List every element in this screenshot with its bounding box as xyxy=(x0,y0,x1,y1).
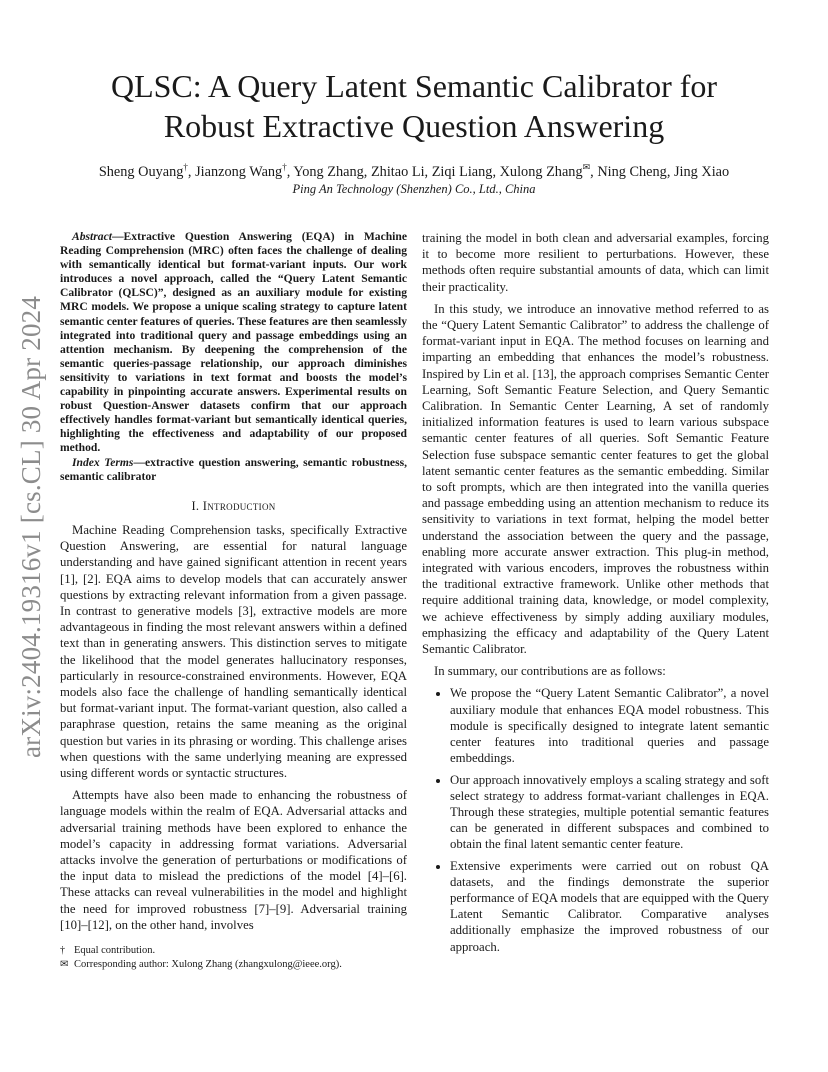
author: Zhitao Li, xyxy=(370,164,432,180)
abstract-text: —Extractive Question Answering (EQA) in Machine Reading Comprehension (MRC) often faces the challenge of dealing with semantically identical but format-variant inputs. Our work introduces a novel approach, called the “Query Latent Semantic Calibrator (QLSC)”, designed as an auxiliary module for existing MRC models. We propose a unique scaling strategy to capture latent semantic center features of queries. These features are then seamlessly integrated into traditional query and passage embeddings using an attention mechanism. By deepening the comprehension of the semantic queries-passage relationship, our approach diminishes sensitivity to variations in text format and boosts the model’s capability in pinpointing accurate answers. Experimental results on robust Question-Answer datasets confirm that our approach effectively handles format-variant but semantically identical queries, highlighting the effectiveness and adaptability of our proposed method. xyxy=(60,230,407,455)
section-heading-introduction: I. Introduction xyxy=(191,498,276,513)
paragraph: In this study, we introduce an innovative method referred to as the “Query Latent Semantic Calibrator” to address the challenge of format-variant input in EQA. The method focuses on learning and imparting an embedding that enhances the model’s robustness. Inspired by Lin et al. [13], the approach comprises Semantic Center Learning, Soft Semantic Feature Selection, and Query Semantic Calibration. In Semantic Center Learning, A set of randomly initialized information features is used to learn various subspace semantic center features of all queries. Soft Semantic Feature Selection fuse subspace semantic center features to get the global latent semantic center features as the semantic embedding. Similar to soft prompts, which are then integrated into the vanilla queries and passage embedding using an attention mechanism to reduce its sensitivity to variations in text format, helping the model better understand the association between the query and the passage, enabling more accurate answer extraction. This plug-in method, integrated with various encoders, improves the robustness within the traditional extractive framework. Unlike other methods that require additional training data, knowledge, or model complexity, we achieve effectiveness by simply adding auxiliary modules, emphasizing the efficacy and adaptability of the Query Latent Semantic Calibrator. xyxy=(422,301,769,657)
footnote: † Equal contribution. xyxy=(60,945,156,956)
author: Sheng Ouyang†, xyxy=(98,162,196,180)
paragraph: Machine Reading Comprehension tasks, specifically Extractive Question Answering, are essential for natural language understanding and have gained significant attention in recent years [1], [2]. EQA aims to develop models that can accurately answer questions by extracting relevant information from a given passage. In contrast to generative models [3], extractive models are more advantageous in finding the most relevant answers within a defined text than in generating answers. This distinction serves to mitigate the likelihood that the model generates hallucinatory responses, particularly in resource-constrained environments. However, EQA models also face the challenge of handling semantically identical but format-variant input. The format-variant question, also called a paraphrase question, retains the same meaning as the original question but varies in its phrasing or wording. This challenge arises when questions with the same underlying meaning are expressed using different words or syntactic structures. xyxy=(60,522,407,780)
arxiv-watermark-text: arXiv:2404.19316v1 [cs.CL] 30 Apr 2024 xyxy=(16,295,46,758)
footnotes xyxy=(60,944,407,972)
author: Yong Zhang, xyxy=(293,164,371,180)
author: Ning Cheng, xyxy=(597,164,674,180)
left-column xyxy=(60,230,407,939)
paragraph: In summary, our contributions are as follows: xyxy=(434,664,666,679)
right-column xyxy=(422,230,769,960)
list-item: • Extensive experiments were carried out on robust QA datasets, and the findings demonstrate the superior performance of EQA models that are equipped with the Query Latent Semantic Calibrator. Comparative analyses additionally emphasize the improved robustness of our approach. xyxy=(450,858,769,955)
paragraph: Attempts have also been made to enhancing the robustness of language models within the realm of EQA. Adversarial attacks and adversarial training methods have been explored to enhance the model’s capacity in addressing format variations. Adversarial attacks involve the generation of perturbations or modifications of the input data to mislead the predictions of the model [4]–[6]. These attacks can reveal vulnerabilities in the model and highlight the need for improved robustness [7]–[9]. Adversarial training [10]–[12], on the other hand, involves xyxy=(60,788,407,932)
index-terms xyxy=(60,456,407,484)
paragraph: training the model in both clean and adversarial examples, forcing it to become more resilient to perturbations. However, these methods often require substantial amounts of data, which can limit their practicality. xyxy=(422,231,769,294)
title-line-1: QLSC: A Query Latent Semantic Calibrator for xyxy=(110,68,718,104)
affiliation: Ping An Technology (Shenzhen) Co., Ltd., China xyxy=(292,182,536,196)
footnote: ✉ Corresponding author: Xulong Zhang (zhangxulong@ieee.org). xyxy=(60,959,342,970)
title-line-2: Robust Extractive Question Answering xyxy=(163,108,665,144)
index-terms-lead: Index Terms xyxy=(72,455,134,469)
index-terms-text: —extractive question answering, semantic robustness, semantic calibrator xyxy=(60,455,408,483)
author: Jing Xiao xyxy=(673,164,730,180)
author: Ziqi Liang, xyxy=(431,164,500,180)
author-list xyxy=(40,163,788,181)
list-item: • Our approach innovatively employs a scaling strategy and soft select strategy to address format-variant challenges in EQA. Through these strategies, multiple potential semantic features can be generated in different subspaces and combined to obtain the final latent semantic center feature. xyxy=(450,772,769,853)
contributions-list xyxy=(422,685,769,954)
abstract xyxy=(60,230,407,456)
list-item: • We propose the “Query Latent Semantic Calibrator”, a novel auxiliary module that enhances EQA model robustness. This module is specifically designed to integrate latent semantic center features into traditional queries and passage embeddings. xyxy=(450,685,769,766)
paper-title xyxy=(60,66,768,146)
author: Xulong Zhang✉, xyxy=(499,162,598,180)
abstract-lead: Abstract xyxy=(72,230,112,243)
author: Jianzong Wang†, xyxy=(195,162,294,180)
